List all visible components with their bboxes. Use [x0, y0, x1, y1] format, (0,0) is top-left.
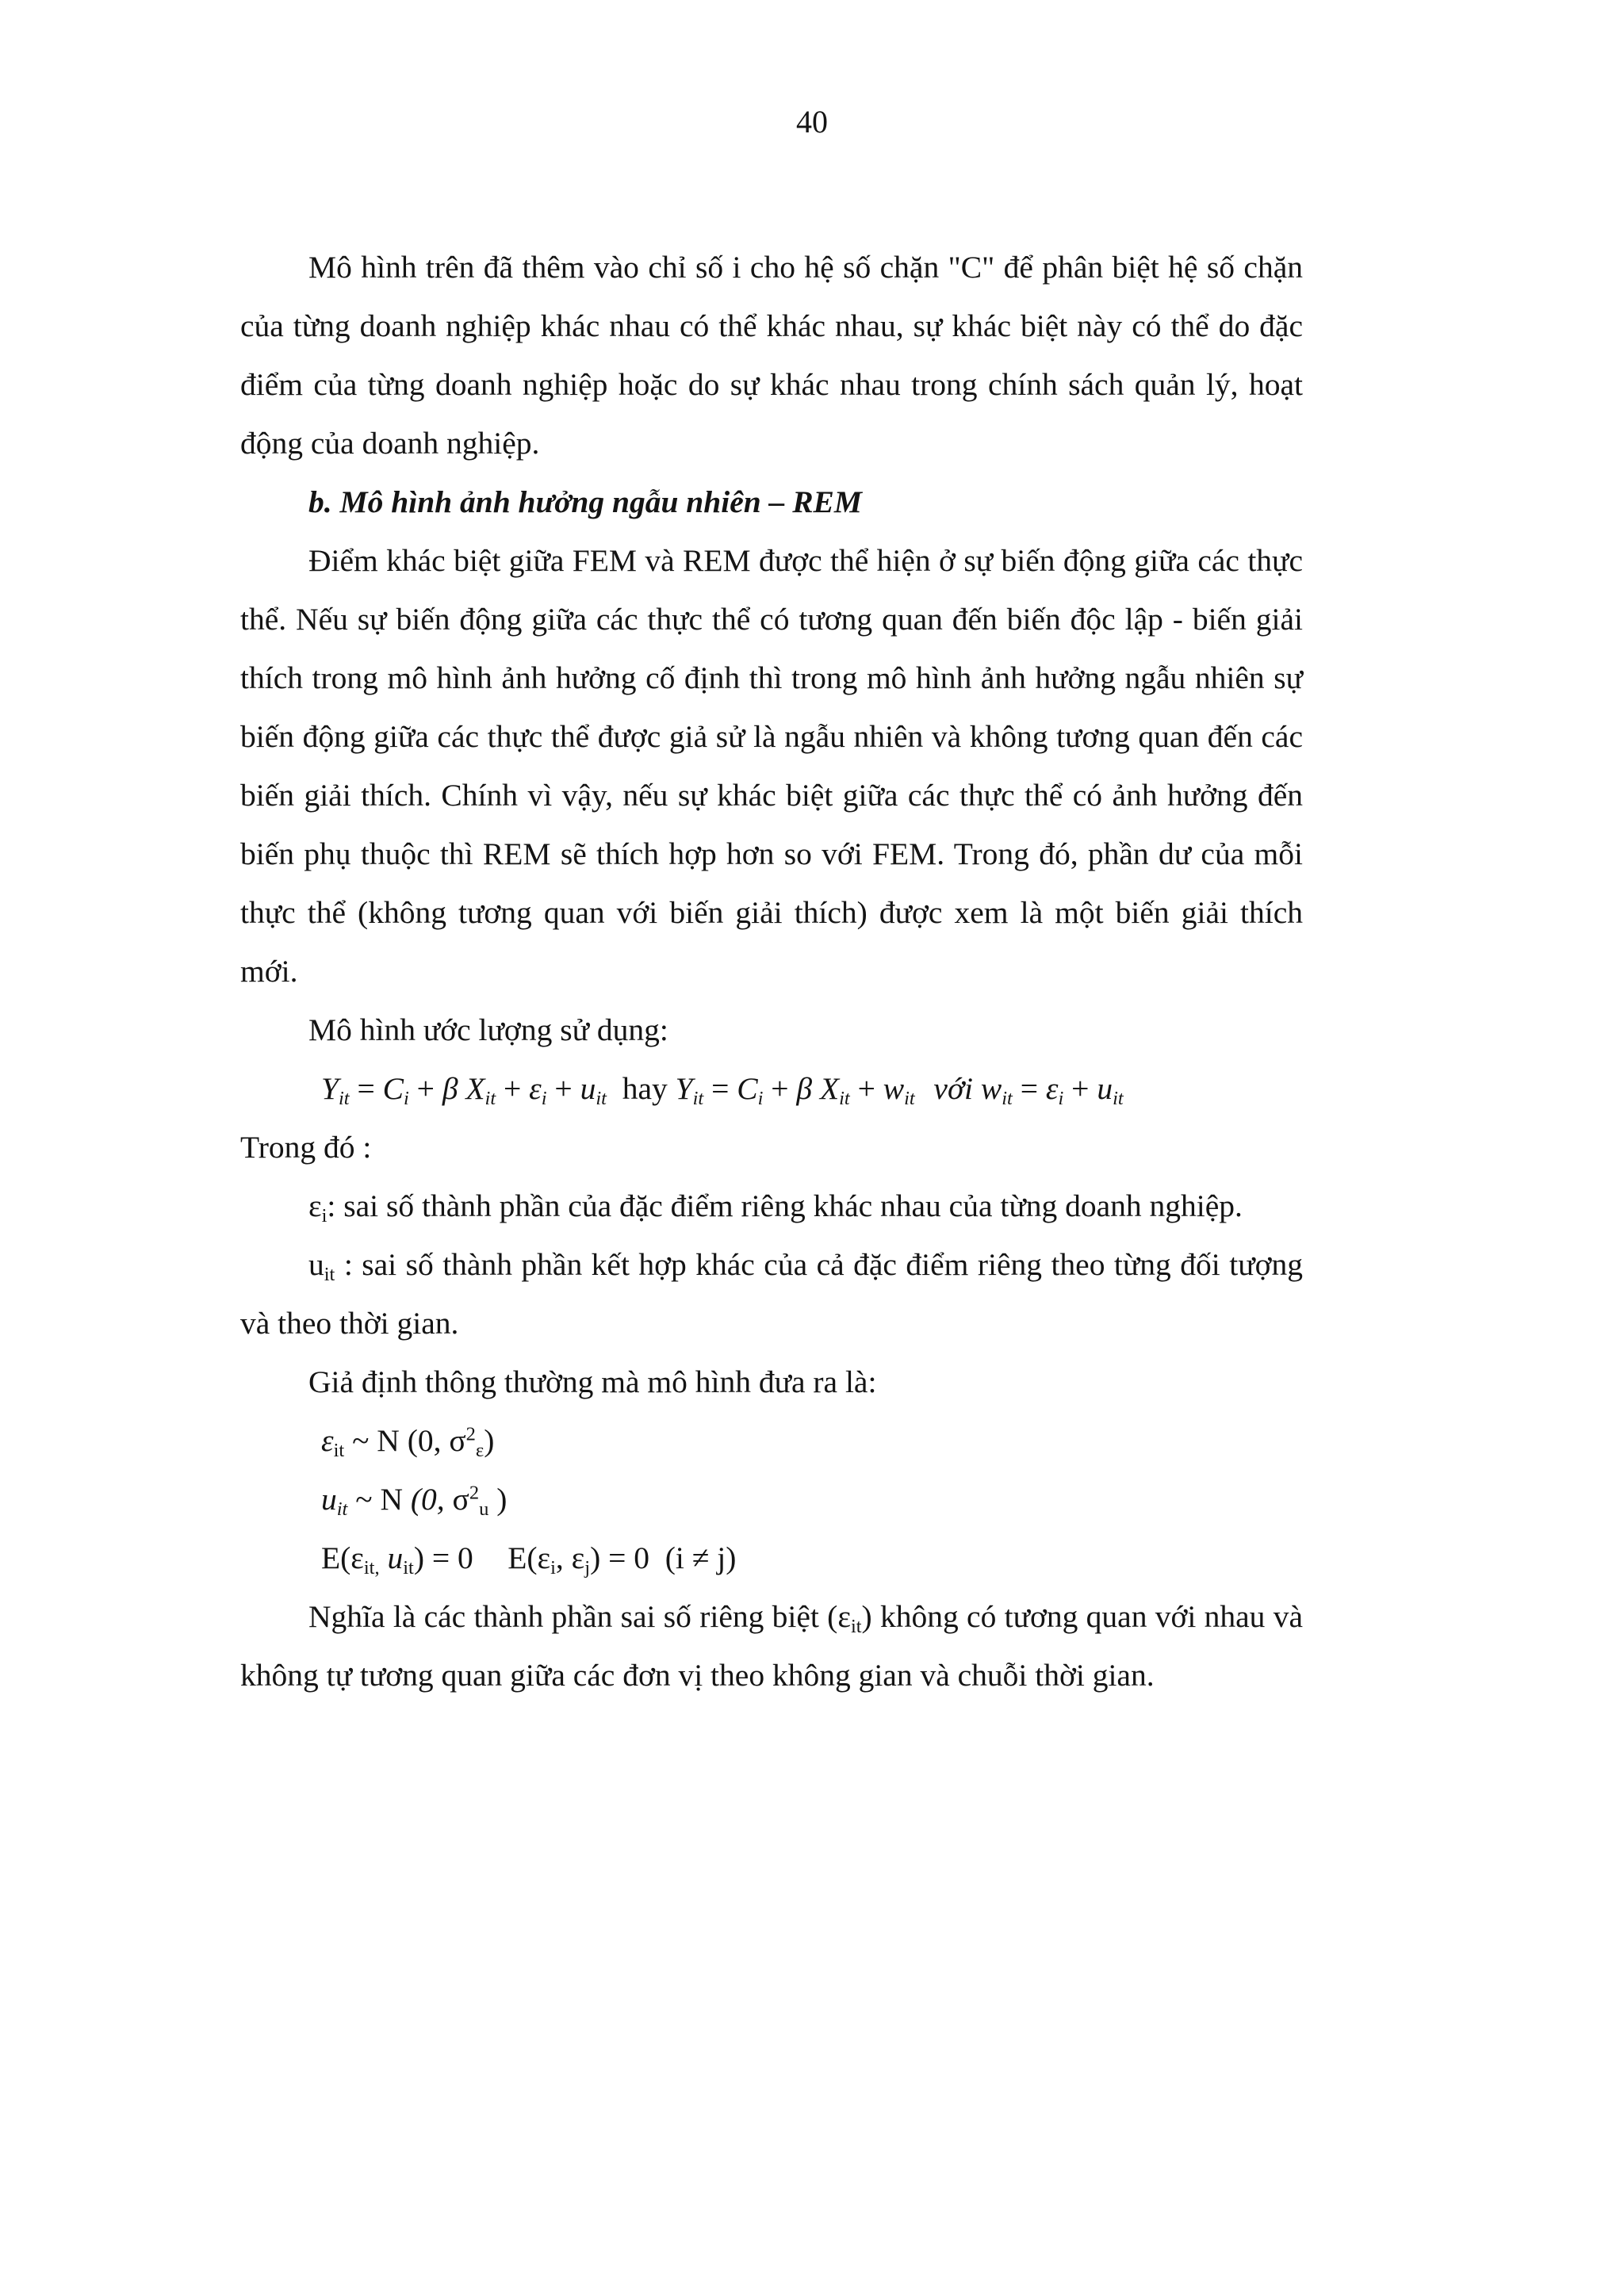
assumption-u-distribution: $u_{it}$ ~ N (0, $\sigma^2_u$ ) — [321, 1482, 508, 1520]
section-heading-rem: b. Mô hình ảnh hưởng ngẫu nhiên – REM — [308, 484, 863, 519]
paragraph-fem-vs-rem: Điểm khác biệt giữa FEM và REM được thể hiện ở sự biến động giữa các thực thể. Nếu sự biến động giữa các thực thể có tương quan đến biến độc lập - biến giải thích trong mô hình ảnh hưởng cố định thì trong mô hình ảnh hưởng ngẫu nhiên sự biến động giữa các thực thể được giả sử là ngẫu nhiên và không tương quan đến các biến giải thích. Chính vì vậy, nếu sự khác biệt giữa các thực thể có ảnh hưởng đến biến phụ thuộc thì REM sẽ thích hợp hơn so với FEM. Trong đó, phần dư của mỗi thực thể (không tương quan với biến giải thích) được xem là một biến giải thích mới. — [240, 543, 1303, 989]
page-number: 40 — [796, 104, 828, 140]
trong-do-label: Trong đó : — [240, 1130, 372, 1165]
paragraph-intercept-explanation: Mô hình trên đã thêm vào chỉ số i cho hệ số chặn "C" để phân biệt hệ số chặn của từng doanh nghiệp khác nhau có thể khác nhau, sự khác biệt này có thể do đặc điểm của từng doanh nghiệp hoặc do sự khác nhau trong chính sách quản lý, hoạt động của doanh nghiệp. — [240, 250, 1303, 461]
paragraph-assumptions-intro: Giả định thông thường mà mô hình đưa ra là: — [308, 1364, 877, 1399]
rem-equation: $Y_{it} = C_i + \beta$ $X_{it} + \varepsilon_i + u_{it}$ hay $Y_{it} = C_i + \beta$ $X_{it} + w_{it}$ với $w_{it} = \varepsilon_i + u_{it}$ — [321, 1071, 1124, 1109]
paragraph-error-interpretation: Nghĩa là các thành phần sai số riêng biệt $(\varepsilon_{it})$ không có tương quan với nhau và không tự tương quan giữa các đơn vị theo không gian và chuỗi thời gian. — [240, 1599, 1303, 1693]
paragraph-model-intro: Mô hình ước lượng sử dụng: — [308, 1012, 668, 1047]
assumption-expectations: $E(\varepsilon_{it,}$ $u_{it}) = 0$ $E(\varepsilon_i$, $\varepsilon_j) = 0$ (i ≠ j) — [321, 1540, 737, 1578]
definition-u: $u_{it}$ : sai số thành phần kết hợp khác của cả đặc điểm riêng theo từng đối tượng và theo thời gian. — [240, 1247, 1303, 1341]
page-content — [240, 238, 1303, 1705]
definition-epsilon: $\varepsilon_i$: sai số thành phần của đặc điểm riêng khác nhau của từng doanh nghiệp. — [308, 1188, 1243, 1226]
assumption-epsilon-distribution: $\varepsilon_{it}$ ~ N (0, $\sigma^2_\varepsilon$) — [321, 1423, 495, 1461]
